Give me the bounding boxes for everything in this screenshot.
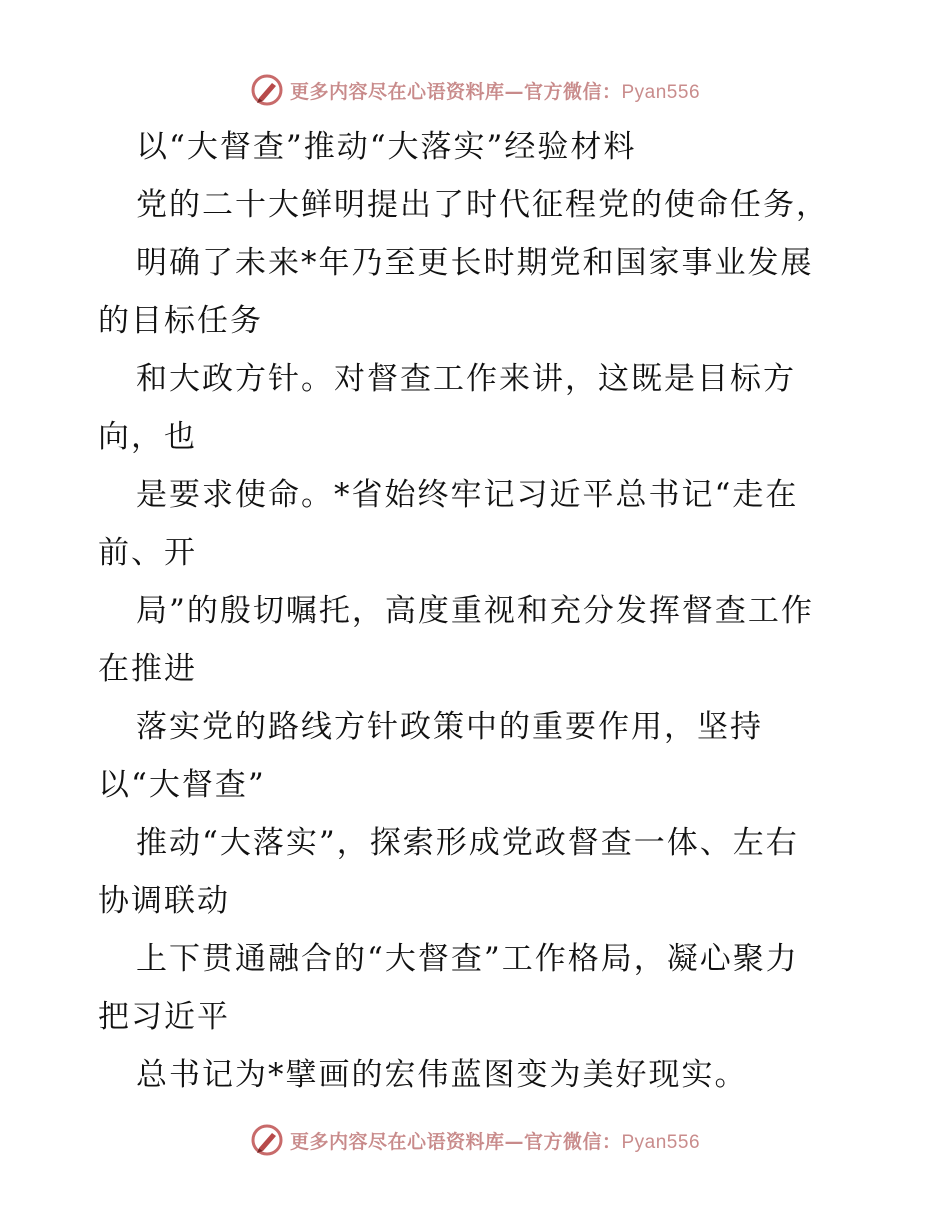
- text-line: 局”的殷切嘱托，高度重视和充分发挥督查工作: [136, 593, 814, 629]
- text-line: 落实党的路线方针政策中的重要作用，坚持: [136, 709, 763, 745]
- text-line: 前、开: [98, 535, 197, 571]
- text-line: 以“大督查”推动“大落实”经验材料: [136, 129, 637, 165]
- banner-text: 更多内容尽在心语资料库—官方微信：Pyan556: [289, 1130, 701, 1153]
- text-line: 协调联动: [98, 883, 230, 919]
- footer-banner: [0, 1120, 950, 1160]
- text-line: 明确了未来*年乃至更长时期党和国家事业发展: [136, 245, 814, 281]
- text-line: 党的二十大鲜明提出了时代征程党的使命任务，: [136, 187, 829, 223]
- text-line: 向，也: [98, 419, 197, 455]
- banner-text: 更多内容尽在心语资料库—官方微信：Pyan556: [289, 80, 701, 103]
- pen-logo-icon: [250, 73, 284, 107]
- banner-handle: Pyan556: [621, 1131, 701, 1153]
- pen-logo-icon: [250, 1123, 284, 1157]
- text-line: 的目标任务: [98, 303, 263, 339]
- document-body: [98, 118, 878, 1104]
- text-line: 上下贯通融合的“大督查”工作格局，凝心聚力: [136, 941, 799, 977]
- text-line: 总书记为*擘画的宏伟蓝图变为美好现实。: [136, 1057, 748, 1093]
- text-line: 把习近平: [98, 999, 230, 1035]
- text-line: 推动“大落实”，探索形成党政督查一体、左右: [136, 825, 799, 861]
- banner-handle: Pyan556: [621, 81, 701, 103]
- header-banner: [0, 70, 950, 110]
- text-line: 是要求使命。*省始终牢记习近平总书记“走在: [136, 477, 799, 513]
- text-line: 在推进: [98, 651, 197, 687]
- text-line: 和大政方针。对督查工作来讲，这既是目标方: [136, 361, 796, 397]
- text-line: 以“大督查”: [98, 767, 266, 803]
